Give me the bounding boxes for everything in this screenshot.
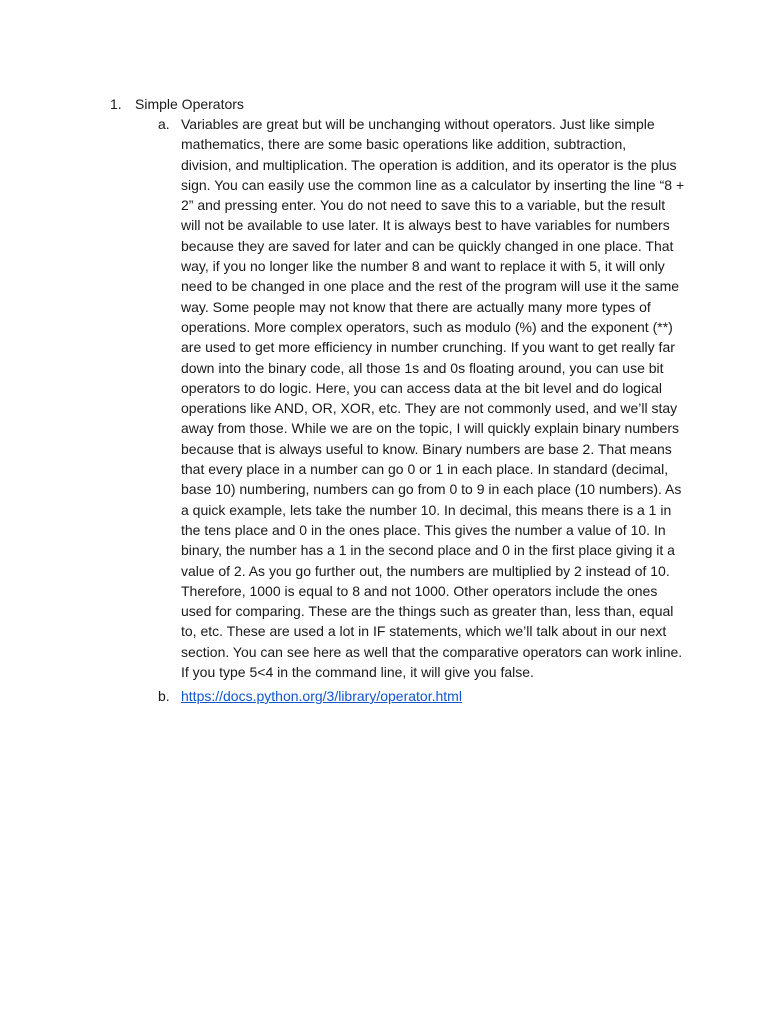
paragraph-line: to, etc. These are used a lot in IF statements, which we’ll talk about in our next xyxy=(181,623,667,640)
sub-item-marker-a: a. xyxy=(158,116,170,132)
paragraph-line: binary, the number has a 1 in the second place and 0 in the first place giving it a xyxy=(181,542,675,559)
list-item-simple-operators xyxy=(110,94,244,114)
paragraph-line: If you type 5<4 in the command line, it will give you false. xyxy=(181,664,534,681)
paragraph-line: because that is always useful to know. Binary numbers are base 2. That means xyxy=(181,440,672,457)
paragraph-line: sign. You can easily use the common line as a calculator by inserting the line “8 + xyxy=(181,176,685,193)
paragraph-line: division, and multiplication. The operation is addition, and its operator is the plus xyxy=(181,156,677,173)
paragraph-line: a quick example, lets take the number 10. In decimal, this means there is a 1 in xyxy=(181,501,672,518)
paragraph-line: value of 2. As you go further out, the numbers are multiplied by 2 instead of 10. xyxy=(181,562,670,579)
paragraph-line: Variables are great but will be unchanging without operators. Just like simple xyxy=(181,116,655,132)
paragraph-line: Therefore, 1000 is equal to 8 and not 1000. Other operators include the ones xyxy=(181,582,658,599)
sub-item-marker-b: b. xyxy=(158,688,170,704)
paragraph-line: way. Some people may not know that there are actually many more types of xyxy=(181,298,651,315)
python-operator-docs-link[interactable]: https://docs.python.org/3/library/operator.html xyxy=(181,688,462,704)
sub-item-b-body xyxy=(181,686,681,706)
paragraph-line: way, if you no longer like the number 8 and want to replace it with 5, it will only xyxy=(181,258,665,275)
paragraph-line: section. You can see here as well that the comparative operators can work inline. xyxy=(181,643,683,660)
section-heading: Simple Operators xyxy=(135,96,244,112)
sub-item-a-paragraph xyxy=(181,114,685,682)
paragraph-line: operators to do logic. Here, you can access data at the bit level and do logical xyxy=(181,379,662,396)
paragraph-line: because they are saved for later and can be quickly changed in one place. That xyxy=(181,237,674,254)
paragraph-line: mathematics, there are some basic operations like addition, subtraction, xyxy=(181,136,627,153)
paragraph-line: away from those. While we are on the topic, I will quickly explain binary numbers xyxy=(181,420,679,437)
paragraph-line: used for comparing. These are the things such as greater than, less than, equal xyxy=(181,603,674,620)
paragraph-line: 2” and pressing enter. You do not need to save this to a variable, but the result xyxy=(181,197,666,214)
paragraph-line: that every place in a number can go 0 or 1 in each place. In standard (decimal, xyxy=(181,461,669,478)
paragraph-line: operations. More complex operators, such as modulo (%) and the exponent (**) xyxy=(181,318,673,335)
paragraph-line: will not be available to use later. It is always best to have variables for numbers xyxy=(181,217,670,234)
paragraph-line: base 10) numbering, numbers can go from 0 to 9 in each place (10 numbers). As xyxy=(181,481,682,498)
paragraph-line: need to be changed in one place and the rest of the program will use it the same xyxy=(181,278,680,295)
paragraph-line: the tens place and 0 in the ones place. This gives the number a value of 10. In xyxy=(181,521,666,538)
paragraph-line: are used to get more efficiency in number crunching. If you want to get really far xyxy=(181,339,675,356)
paragraph-line: down into the binary code, all those 1s and 0s floating around, you can use bit xyxy=(181,359,664,376)
paragraph-line: operations like AND, OR, XOR, etc. They are not commonly used, and we’ll stay xyxy=(181,400,678,417)
list-number: 1. xyxy=(110,96,122,112)
